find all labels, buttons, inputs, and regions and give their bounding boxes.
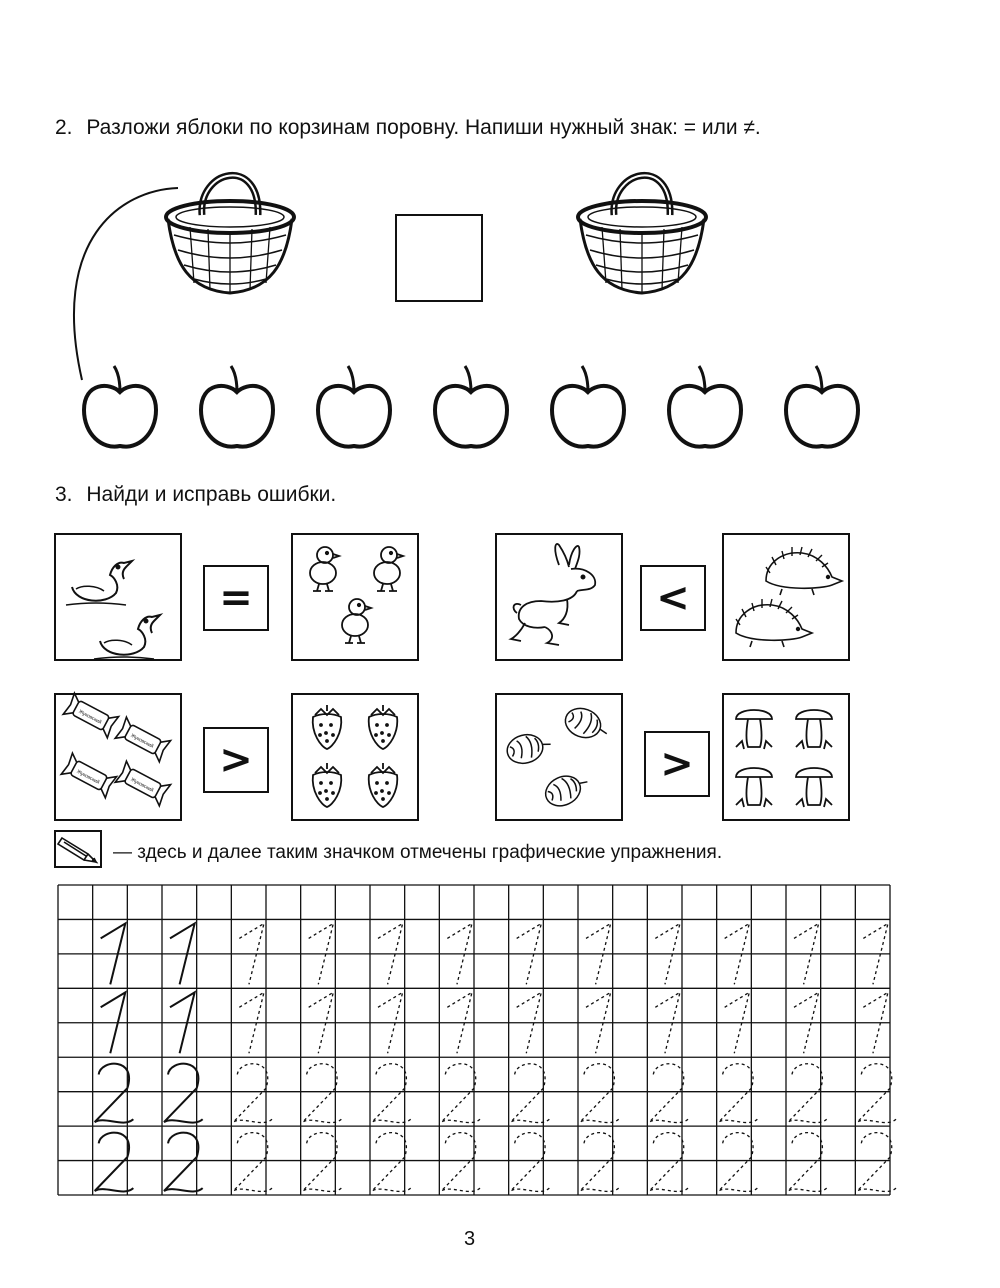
mushroom-icon [796, 710, 832, 749]
mushroom-icon [796, 768, 832, 807]
apple-icon[interactable] [665, 362, 745, 454]
chick-icon [374, 547, 403, 591]
picture-box-mushrooms [722, 693, 850, 821]
pinecone-icon [541, 767, 593, 811]
candy-icon [61, 753, 116, 798]
picture-box-candies [54, 693, 182, 821]
example-connector-line [60, 180, 190, 390]
apple-icon[interactable] [548, 362, 628, 454]
comparison-sign-3[interactable]: > [203, 727, 269, 793]
candy-wrapper-text: Жуковский [129, 776, 155, 794]
comparison-sign-2[interactable]: < [640, 565, 706, 631]
strawberry-icon [313, 705, 342, 749]
apple-icon[interactable] [197, 362, 277, 454]
basket-icon-right [572, 155, 712, 305]
pinecone-icon [561, 704, 612, 745]
apples-row [80, 362, 880, 457]
pencil-icon [56, 832, 100, 866]
hedgehog-icon [766, 547, 842, 595]
picture-box-hedgehogs [722, 533, 850, 661]
pencil-icon-frame [54, 830, 102, 868]
answer-sign-box[interactable] [395, 214, 483, 302]
candy-wrapper-text: Жуковский [75, 768, 101, 786]
apple-icon[interactable] [80, 362, 160, 454]
candy-icon [115, 717, 170, 762]
candy-wrapper-text: Жуковский [129, 732, 155, 750]
candy-icon [115, 761, 170, 806]
picture-box-chicks [291, 533, 419, 661]
duck-icon [94, 615, 160, 659]
strawberry-icon [369, 763, 398, 807]
chick-icon [310, 547, 339, 591]
apple-icon[interactable] [431, 362, 511, 454]
picture-box-rabbit [495, 533, 623, 661]
strawberry-icon [369, 705, 398, 749]
copybook-grid[interactable] [58, 885, 890, 1195]
mushroom-icon [736, 768, 772, 807]
task-2-text: Разложи яблоки по корзинам поровну. Напиши нужный знак: = или ≠. [86, 116, 761, 139]
picture-box-pinecones [495, 693, 623, 821]
hedgehog-icon [736, 599, 812, 647]
candy-icon [63, 693, 118, 738]
duck-icon [66, 561, 132, 605]
comparison-sign-4[interactable]: > [644, 731, 710, 797]
apple-icon[interactable] [314, 362, 394, 454]
rabbit-icon [511, 544, 595, 645]
picture-box-strawberries [291, 693, 419, 821]
picture-box-ducks [54, 533, 182, 661]
task-2-number: 2. [55, 116, 73, 139]
page-number: 3 [464, 1228, 476, 1250]
chick-icon [342, 599, 371, 643]
task-2-heading [55, 116, 761, 140]
pinecone-icon [504, 729, 554, 767]
candy-wrapper-text: Жуковский [77, 708, 103, 726]
legend-text: — здесь и далее таким значком отмечены графические упражнения. [113, 842, 723, 863]
strawberry-icon [313, 763, 342, 807]
task-3-text: Найди и исправь ошибки. [86, 483, 337, 506]
task-3-heading [55, 483, 336, 507]
mushroom-icon [736, 710, 772, 749]
task-3-number: 3. [55, 483, 73, 506]
apple-icon[interactable] [782, 362, 862, 454]
comparison-sign-1[interactable]: = [203, 565, 269, 631]
